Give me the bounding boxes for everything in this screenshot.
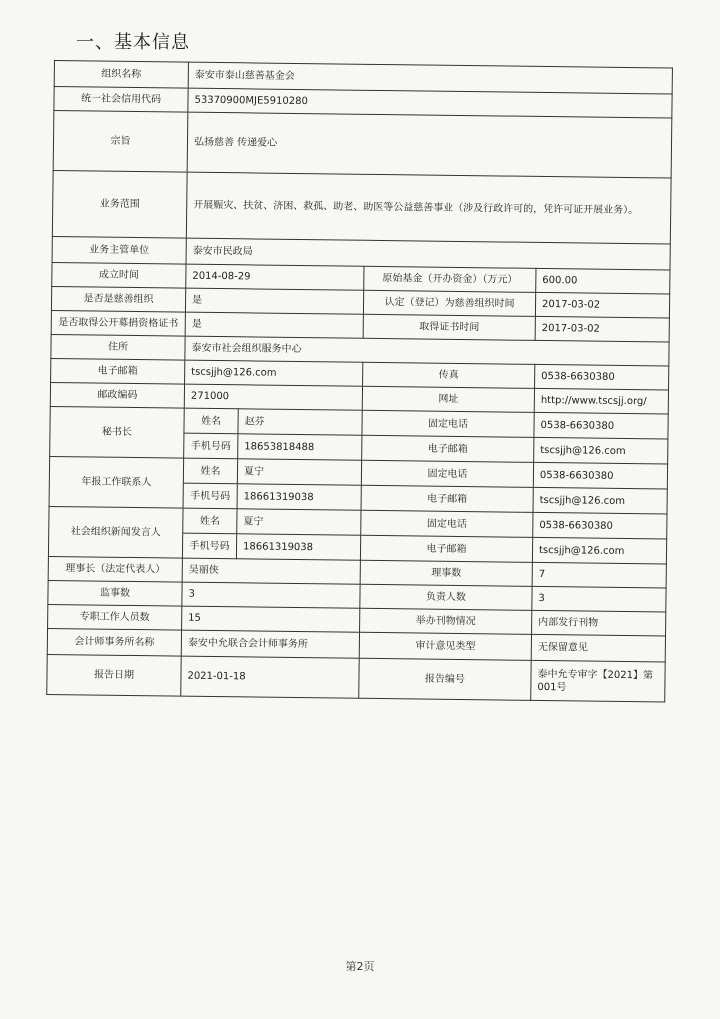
spokesperson-name-value: 夏宁 [237,509,361,536]
directors-count-value: 7 [532,562,666,588]
initial-fund-value: 600.00 [536,268,670,294]
fax-label: 传真 [363,362,535,388]
audit-opinion-value: 无保留意见 [531,634,665,662]
spokesperson-phone-label: 固定电话 [361,510,533,537]
annual-contact-email-label: 电子邮箱 [361,485,533,512]
secretary-name-value: 赵芬 [238,409,362,436]
secretary-mobile-value: 18653818488 [238,434,362,461]
charity-date-value: 2017-03-02 [535,292,669,318]
annual-contact-name-label: 姓名 [183,458,237,484]
business-scope-label: 业务范围 [52,170,187,238]
chairman-value: 吴丽侠 [182,558,360,584]
address-label: 住所 [51,334,185,360]
business-scope-value: 开展赈灾、扶贫、济困、救孤、助老、助医等公益慈善事业（涉及行政许可的，凭许可证开展业务）。 [186,172,671,244]
cert-date-label: 取得证书时间 [363,314,535,340]
supervisor-label: 业务主管单位 [52,236,186,264]
secretary-mobile-label: 手机号码 [184,433,238,459]
founded-value: 2014-08-29 [186,264,364,290]
leaders-count-label: 负责人数 [360,584,532,610]
secretary-name-label: 姓名 [184,408,238,434]
annual-contact-email-value: tscsjjh@126.com [533,487,667,514]
spokesperson-email-label: 电子邮箱 [360,535,532,562]
secretary-label: 秘书长 [50,406,185,458]
accounting-firm-value: 泰安中允联合会计师事务所 [181,630,359,658]
annual-contact-phone-label: 固定电话 [361,460,533,487]
initial-fund-label: 原始基金（开办资金）（万元） [364,266,536,292]
staff-count-value: 15 [182,606,360,632]
annual-contact-name-value: 夏宁 [237,459,361,486]
email-label: 电子邮箱 [51,358,185,384]
fundraising-cert-value: 是 [185,312,363,338]
spokesperson-mobile-value: 18661319038 [236,534,360,561]
postcode-label: 邮政编码 [50,382,184,408]
section-title: 一、基本信息 [76,32,190,53]
spokesperson-name-label: 姓名 [183,508,237,534]
supervisor-value: 泰安市民政局 [186,238,670,270]
email-value: tscsjjh@126.com [185,360,363,386]
is-charity-value: 是 [185,288,363,314]
row-business-scope [52,170,671,244]
is-charity-label: 是否是慈善组织 [51,286,185,312]
basic-info-table [46,60,673,703]
postcode-value: 271000 [184,384,362,410]
audit-opinion-label: 审计意见类型 [359,632,531,660]
purpose-label: 宗旨 [53,111,188,173]
annual-contact-mobile-label: 手机号码 [183,483,237,509]
supervisors-count-value: 3 [182,582,360,608]
row-purpose [53,111,672,179]
org-name-value: 泰安市泰山慈善基金会 [188,62,672,94]
basic-info-form [46,60,672,720]
spokesperson-phone-value: 0538-6630380 [533,512,667,539]
publication-label: 举办刊物情况 [360,608,532,634]
annual-contact-phone-value: 0538-6630380 [533,462,667,489]
spokesperson-email-value: tscsjjh@126.com [532,537,666,564]
founded-label: 成立时间 [52,262,186,288]
accounting-firm-label: 会计师事务所名称 [47,628,181,656]
secretary-email-label: 电子邮箱 [362,435,534,462]
secretary-phone-value: 0538-6630380 [534,412,668,439]
publication-value: 内部发行刊物 [532,610,666,636]
annual-contact-label: 年报工作联系人 [49,456,184,508]
credit-code-label: 统一社会信用代码 [54,87,188,113]
row-report-date [47,654,665,702]
fundraising-cert-label: 是否取得公开募捐资格证书 [51,310,185,336]
annual-contact-mobile-value: 18661319038 [237,484,361,511]
secretary-email-value: tscsjjh@126.com [534,437,668,464]
report-number-value: 泰中允专审字【2021】第001号 [531,660,665,702]
secretary-phone-label: 固定电话 [362,410,534,437]
directors-count-label: 理事数 [360,560,532,586]
page-number: 第2页 [345,960,375,973]
chairman-label: 理事长（法定代表人） [48,556,182,582]
cert-date-value: 2017-03-02 [535,316,669,342]
website-label: 网址 [362,386,534,412]
fax-value: 0538-6630380 [535,364,669,390]
staff-count-label: 专职工作人员数 [48,604,182,630]
supervisors-count-label: 监事数 [48,580,182,606]
spokesperson-label: 社会组织新闻发言人 [48,506,183,558]
purpose-value: 弘扬慈善 传递爱心 [187,112,672,178]
spokesperson-mobile-label: 手机号码 [182,533,236,559]
leaders-count-value: 3 [532,586,666,612]
website-value: http://www.tscsjj.org/ [534,388,668,414]
charity-date-label: 认定（登记）为慈善组织时间 [363,290,535,316]
org-name-label: 组织名称 [54,61,188,89]
report-number-label: 报告编号 [359,658,531,700]
address-value: 泰安市社会组织服务中心 [185,336,669,366]
report-date-value: 2021-01-18 [181,656,359,698]
report-date-label: 报告日期 [47,654,181,696]
credit-code-value: 53370900MJE5910280 [188,88,672,118]
